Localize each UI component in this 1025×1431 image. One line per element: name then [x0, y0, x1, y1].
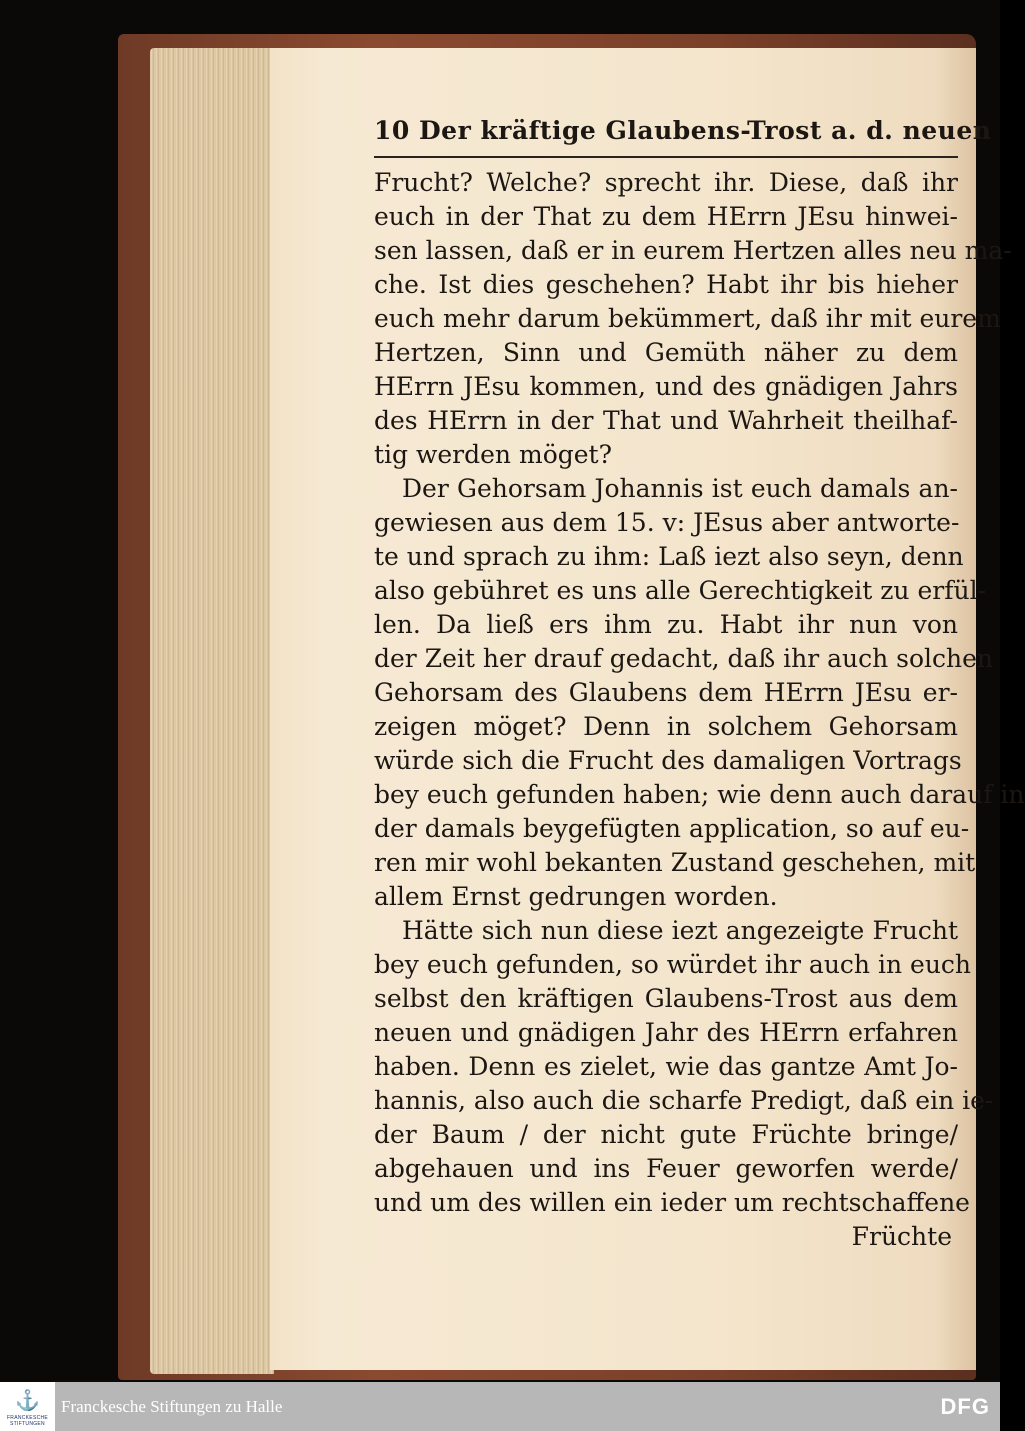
- text-line: zeigen möget? Denn in solchem Gehorsam: [374, 712, 958, 741]
- text-line: und um des willen ein ieder um rechtschaffene: [374, 1188, 970, 1217]
- text-line: allem Ernst gedrungen worden.: [374, 882, 778, 911]
- text-line: gewiesen aus dem 15. v: JEsus aber antworte-: [374, 508, 960, 537]
- text-line: haben. Denn es zielet, wie das gantze Amt Jo-: [374, 1052, 958, 1081]
- text-line: Gehorsam des Glaubens dem HErrn JEsu er-: [374, 678, 958, 707]
- logo-text: FRANCKESCHE STIFTUNGEN: [6, 1415, 49, 1427]
- text-line: würde sich die Frucht des damaligen Vortrags: [374, 746, 962, 775]
- text-line: der damals beygefügten application, so auf eu-: [374, 814, 970, 843]
- institution-logo: [0, 1382, 55, 1431]
- text-line: Der Gehorsam Johannis ist euch damals an-: [402, 474, 958, 503]
- text-column: [374, 112, 1025, 1254]
- text-line: euch mehr darum bekümmert, daß ihr mit eurem: [374, 304, 1001, 333]
- text-line: also gebühret es uns alle Gerechtigkeit zu erfül-: [374, 576, 987, 605]
- text-line: hannis, also auch die scharfe Predigt, daß ein ie-: [374, 1086, 994, 1115]
- text-line: der Baum / der nicht gute Früchte bringe/: [374, 1120, 958, 1149]
- text-line: che. Ist dies geschehen? Habt ihr bis hieher: [374, 270, 958, 299]
- text-line: HErrn JEsu kommen, und des gnädigen Jahrs: [374, 372, 958, 401]
- running-head: 10 Der kräftige Glaubens-Trost a. d. neuen: [374, 116, 992, 145]
- catchword: Früchte: [851, 1222, 952, 1251]
- page-edges: [150, 48, 274, 1374]
- text-line: bey euch gefunden, so würdet ihr auch in euch: [374, 950, 972, 979]
- text-line: te und sprach zu ihm: Laß iezt also seyn, denn: [374, 542, 964, 571]
- text-line: len. Da ließ ers ihm zu. Habt ihr nun von: [374, 610, 958, 639]
- text-line: selbst den kräftigen Glaubens-Trost aus dem: [374, 984, 958, 1013]
- text-line: Hätte sich nun diese iezt angezeigte Frucht: [402, 916, 958, 945]
- viewer-footer: [0, 1382, 1000, 1431]
- text-line: tig werden möget?: [374, 440, 612, 469]
- text-line: ren mir wohl bekanten Zustand geschehen, mit: [374, 848, 976, 877]
- text-line: bey euch gefunden haben; wie denn auch darauf in: [374, 780, 1025, 809]
- head-rule: [374, 156, 958, 158]
- text-line: sen lassen, daß er in eurem Hertzen alles neu ma-: [374, 236, 1012, 265]
- body-text: [374, 166, 1025, 1220]
- text-line: der Zeit her drauf gedacht, daß ihr auch solchen: [374, 644, 994, 673]
- text-line: neuen und gnädigen Jahr des HErrn erfahren: [374, 1018, 958, 1047]
- text-line: euch in der That zu dem HErrn JEsu hinwei-: [374, 202, 958, 231]
- text-line: Frucht? Welche? sprecht ihr. Diese, daß ihr: [374, 168, 958, 197]
- institution-name[interactable]: Franckesche Stiftungen zu Halle: [61, 1397, 283, 1416]
- text-line: Hertzen, Sinn und Gemüth näher zu dem: [374, 338, 958, 367]
- dfg-logo: DFG: [940, 1394, 990, 1419]
- foundation-emblem-icon: ⚓: [15, 1388, 40, 1412]
- text-line: abgehauen und ins Feuer geworfen werde/: [374, 1154, 958, 1183]
- text-line: des HErrn in der That und Wahrheit theilhaf-: [374, 406, 958, 435]
